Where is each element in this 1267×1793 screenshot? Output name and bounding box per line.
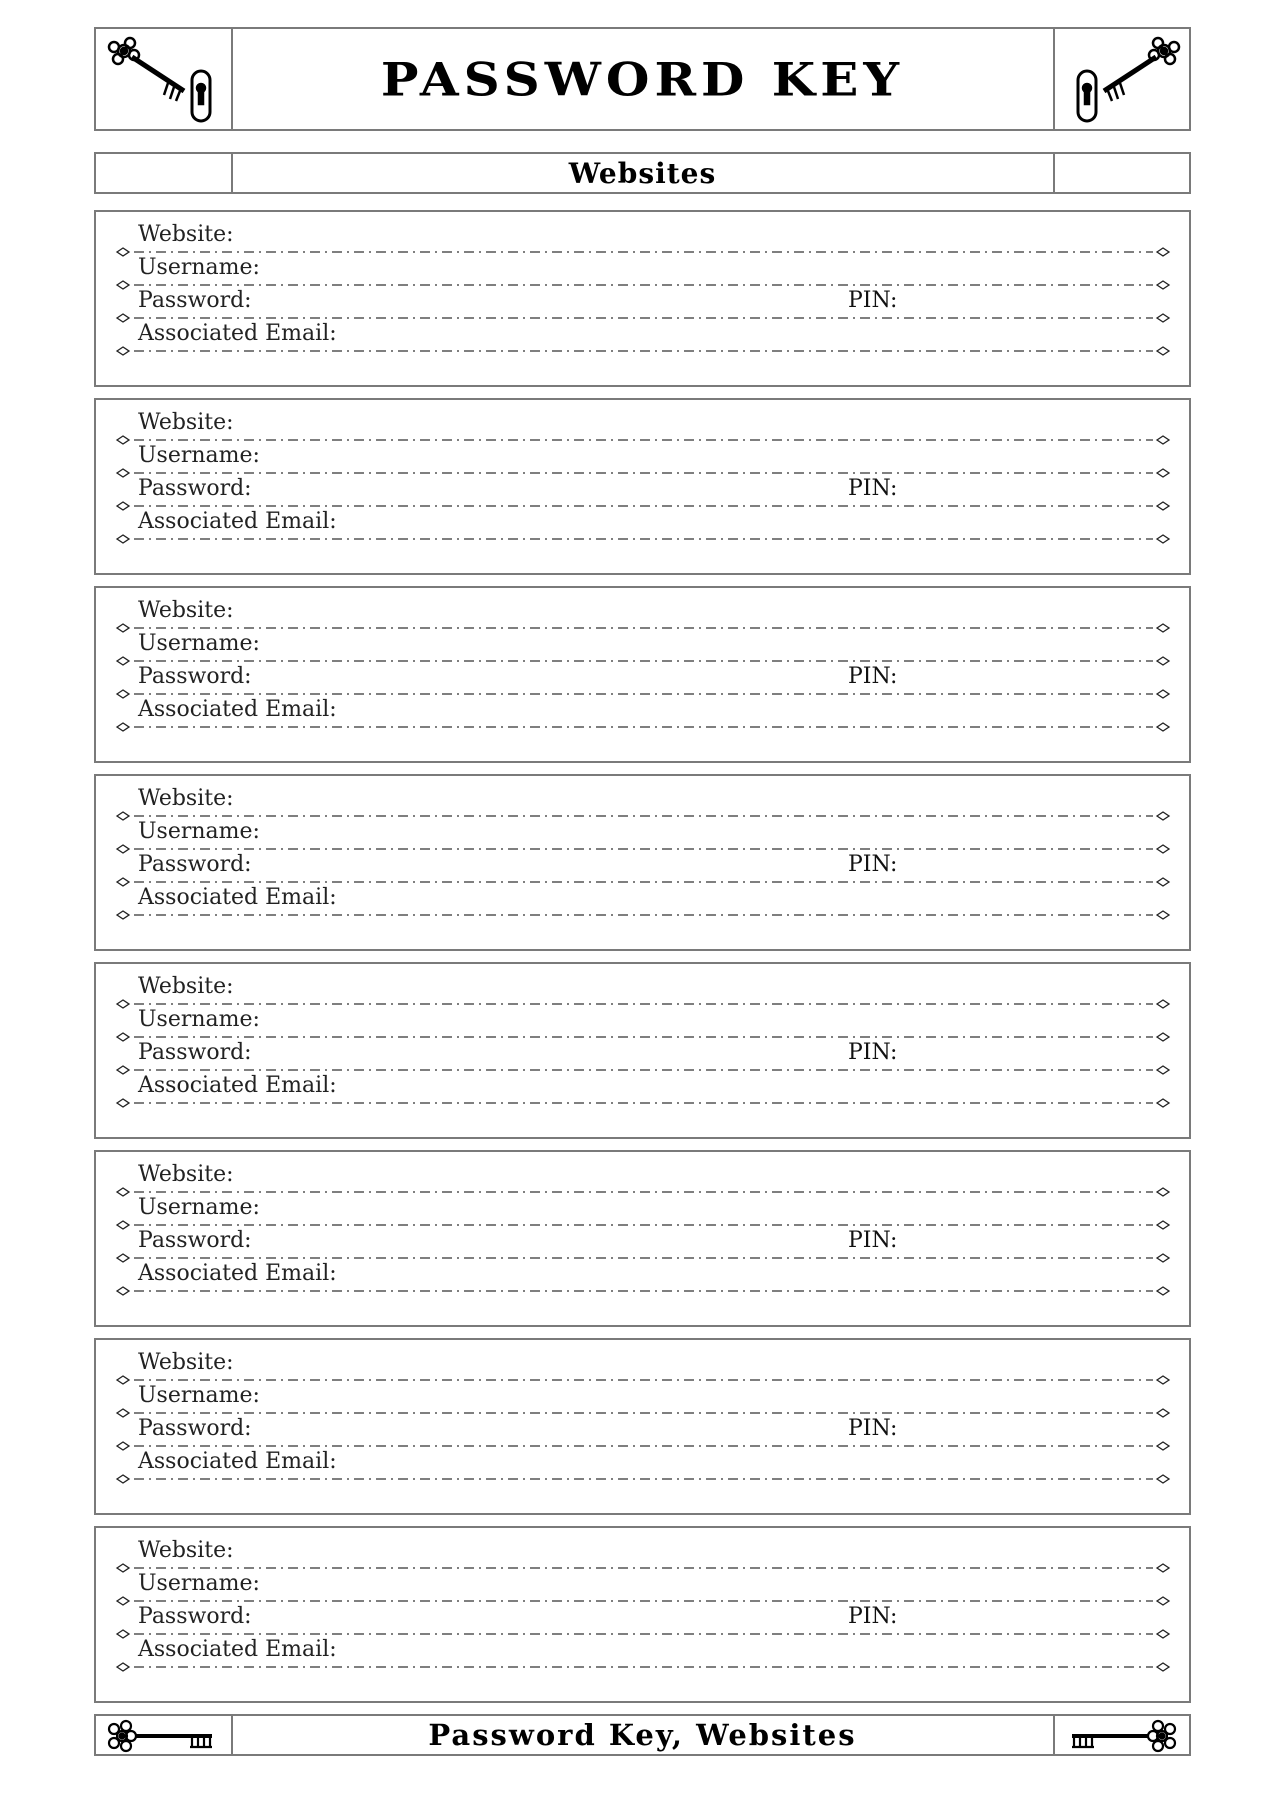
pin-label: PIN: <box>848 288 898 313</box>
diamond-ornament-icon <box>1157 1376 1169 1384</box>
diamond-ornament-icon <box>117 1221 129 1229</box>
associated-email-label: Associated Email: <box>138 321 337 346</box>
diamond-ornament-icon <box>1157 1287 1169 1295</box>
diamond-ornament-icon <box>1157 248 1169 256</box>
username-label: Username: <box>138 819 260 844</box>
diamond-ornament-icon <box>117 911 129 919</box>
diamond-ornament-icon <box>1157 1188 1169 1196</box>
diamond-ornament-icon <box>117 1409 129 1417</box>
diamond-ornament-icon <box>1157 878 1169 886</box>
associated-email-label: Associated Email: <box>138 1073 337 1098</box>
password-label: Password: <box>138 1040 252 1065</box>
password-entry <box>94 962 1191 1139</box>
diamond-ornament-icon <box>1157 723 1169 731</box>
website-label: Website: <box>138 1538 234 1563</box>
footer-divider-right <box>1053 1716 1055 1754</box>
diamond-ornament-icon <box>1157 1221 1169 1229</box>
diamond-ornament-icon <box>117 347 129 355</box>
password-entry <box>94 1526 1191 1703</box>
diamond-ornament-icon <box>117 1442 129 1450</box>
diamond-ornament-icon <box>117 845 129 853</box>
diamond-ornament-icon <box>1157 1663 1169 1671</box>
skeleton-key-icon <box>1062 1719 1180 1757</box>
diamond-ornament-icon <box>117 535 129 543</box>
diamond-ornament-icon <box>1157 911 1169 919</box>
password-entry <box>94 1150 1191 1327</box>
password-label: Password: <box>138 1604 252 1629</box>
diamond-ornament-icon <box>1157 1564 1169 1572</box>
section-title: Websites <box>568 156 717 190</box>
pin-label: PIN: <box>848 1604 898 1629</box>
diamond-ornament-icon <box>1157 1254 1169 1262</box>
pin-label: PIN: <box>848 1040 898 1065</box>
diamond-ornament-icon <box>1157 347 1169 355</box>
diamond-ornament-icon <box>117 314 129 322</box>
skeleton-key-keyhole-icon <box>102 33 226 131</box>
diamond-ornament-icon <box>117 690 129 698</box>
diamond-ornament-icon <box>117 1376 129 1384</box>
password-label: Password: <box>138 288 252 313</box>
diamond-ornament-icon <box>117 1188 129 1196</box>
skeleton-key-keyhole-icon <box>1062 33 1186 131</box>
diamond-ornament-icon <box>1157 1099 1169 1107</box>
diamond-ornament-icon <box>117 1564 129 1572</box>
footer-title: Password Key, Websites <box>428 1718 857 1752</box>
password-label: Password: <box>138 1416 252 1441</box>
section-divider-right <box>1053 154 1055 192</box>
diamond-ornament-icon <box>117 281 129 289</box>
pin-label: PIN: <box>848 664 898 689</box>
username-label: Username: <box>138 1383 260 1408</box>
diamond-ornament-icon <box>117 657 129 665</box>
diamond-ornament-icon <box>1157 812 1169 820</box>
diamond-ornament-icon <box>1157 1442 1169 1450</box>
diamond-ornament-icon <box>1157 657 1169 665</box>
diamond-ornament-icon <box>117 1066 129 1074</box>
username-label: Username: <box>138 1007 260 1032</box>
password-entry <box>94 774 1191 951</box>
diamond-ornament-icon <box>1157 314 1169 322</box>
username-label: Username: <box>138 443 260 468</box>
website-label: Website: <box>138 222 234 247</box>
website-label: Website: <box>138 1162 234 1187</box>
pin-label: PIN: <box>848 1416 898 1441</box>
password-label: Password: <box>138 476 252 501</box>
section-bar <box>94 152 1191 194</box>
username-label: Username: <box>138 1571 260 1596</box>
associated-email-label: Associated Email: <box>138 697 337 722</box>
diamond-ornament-icon <box>1157 1630 1169 1638</box>
diamond-ornament-icon <box>117 1663 129 1671</box>
associated-email-label: Associated Email: <box>138 509 337 534</box>
diamond-ornament-icon <box>1157 436 1169 444</box>
diamond-ornament-icon <box>1157 1475 1169 1483</box>
password-entry <box>94 586 1191 763</box>
username-label: Username: <box>138 255 260 280</box>
diamond-ornament-icon <box>1157 845 1169 853</box>
password-entry <box>94 210 1191 387</box>
page-title: PASSWORD KEY <box>380 51 905 107</box>
website-label: Website: <box>138 974 234 999</box>
diamond-ornament-icon <box>1157 1409 1169 1417</box>
diamond-ornament-icon <box>117 502 129 510</box>
password-entry <box>94 398 1191 575</box>
diamond-ornament-icon <box>117 469 129 477</box>
diamond-ornament-icon <box>117 1630 129 1638</box>
diamond-ornament-icon <box>1157 1033 1169 1041</box>
diamond-ornament-icon <box>1157 1000 1169 1008</box>
website-label: Website: <box>138 786 234 811</box>
header-divider-right <box>1053 29 1055 129</box>
password-label: Password: <box>138 852 252 877</box>
diamond-ornament-icon <box>117 723 129 731</box>
password-entry <box>94 1338 1191 1515</box>
diamond-ornament-icon <box>1157 1066 1169 1074</box>
diamond-ornament-icon <box>117 878 129 886</box>
username-label: Username: <box>138 631 260 656</box>
website-label: Website: <box>138 1350 234 1375</box>
associated-email-label: Associated Email: <box>138 1637 337 1662</box>
diamond-ornament-icon <box>117 1254 129 1262</box>
diamond-ornament-icon <box>117 812 129 820</box>
diamond-ornament-icon <box>1157 690 1169 698</box>
website-label: Website: <box>138 598 234 623</box>
diamond-ornament-icon <box>117 1000 129 1008</box>
diamond-ornament-icon <box>117 436 129 444</box>
diamond-ornament-icon <box>1157 469 1169 477</box>
diamond-ornament-icon <box>117 624 129 632</box>
diamond-ornament-icon <box>1157 1597 1169 1605</box>
diamond-ornament-icon <box>117 1287 129 1295</box>
diamond-ornament-icon <box>117 1475 129 1483</box>
password-label: Password: <box>138 1228 252 1253</box>
skeleton-key-icon <box>104 1719 222 1757</box>
diamond-ornament-icon <box>117 1033 129 1041</box>
associated-email-label: Associated Email: <box>138 1449 337 1474</box>
header-bar <box>94 27 1191 131</box>
pin-label: PIN: <box>848 852 898 877</box>
footer-bar <box>94 1714 1191 1756</box>
pin-label: PIN: <box>848 476 898 501</box>
associated-email-label: Associated Email: <box>138 1261 337 1286</box>
diamond-ornament-icon <box>1157 535 1169 543</box>
associated-email-label: Associated Email: <box>138 885 337 910</box>
password-label: Password: <box>138 664 252 689</box>
diamond-ornament-icon <box>117 1597 129 1605</box>
diamond-ornament-icon <box>117 248 129 256</box>
website-label: Website: <box>138 410 234 435</box>
diamond-ornament-icon <box>117 1099 129 1107</box>
diamond-ornament-icon <box>1157 624 1169 632</box>
username-label: Username: <box>138 1195 260 1220</box>
pin-label: PIN: <box>848 1228 898 1253</box>
diamond-ornament-icon <box>1157 281 1169 289</box>
diamond-ornament-icon <box>1157 502 1169 510</box>
